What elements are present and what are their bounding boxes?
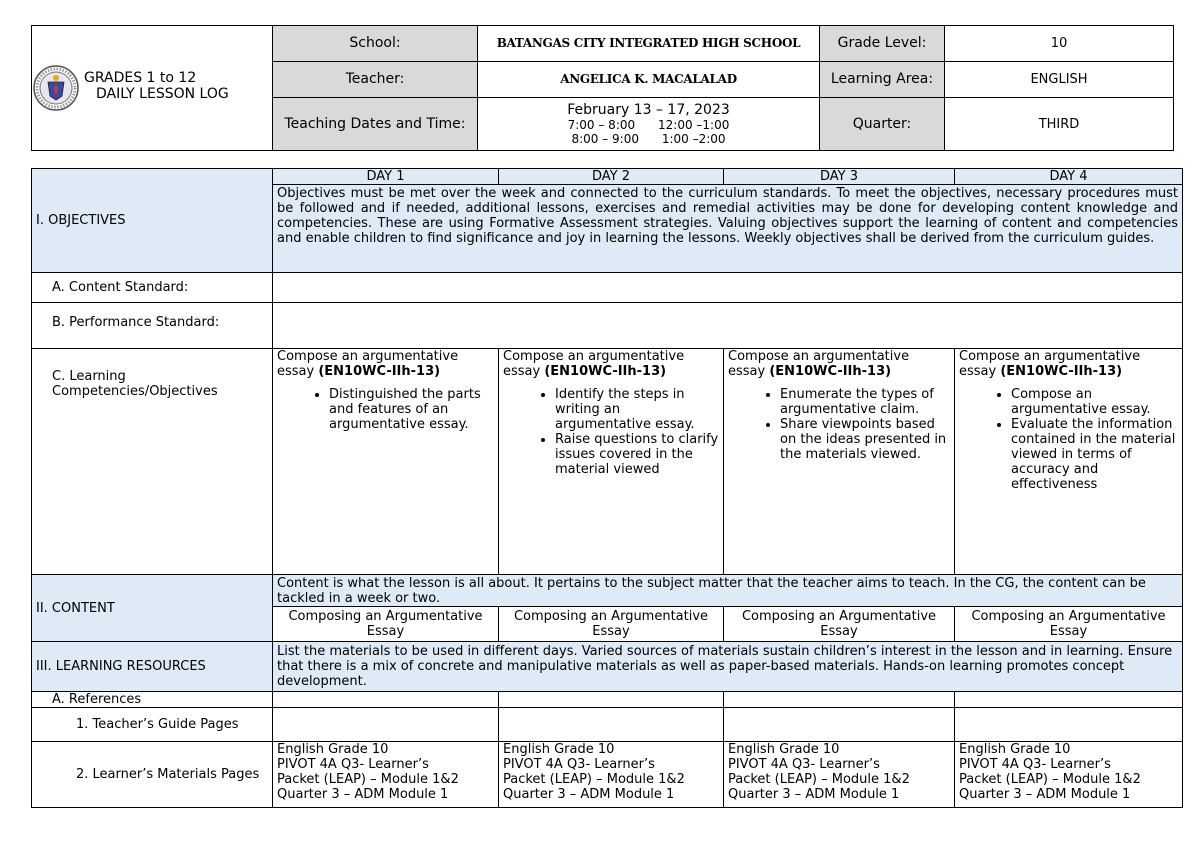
learners-materials-label: 2. Learner’s Materials Pages xyxy=(32,742,273,808)
competency-intro: Compose an argumentative essay xyxy=(728,349,910,379)
lm-line: Quarter 3 – ADM Module 1 xyxy=(277,787,449,802)
learners-materials-day-2 xyxy=(499,742,724,808)
time-slot-2: 8:00 – 9:00 1:00 –2:00 xyxy=(571,132,726,146)
day-3-header: DAY 3 xyxy=(724,169,955,185)
lm-line: English Grade 10 xyxy=(503,742,615,757)
list-item: • Enumerate the types of argumentative claim. xyxy=(780,387,950,417)
day-4-header: DAY 4 xyxy=(955,169,1183,185)
teachers-guide-day-4 xyxy=(955,708,1183,742)
learners-materials-day-4 xyxy=(955,742,1183,808)
list-item: • Evaluate the information contained in the material viewed in terms of accuracy and effectiveness xyxy=(1011,417,1178,492)
grade-level-label: Grade Level: xyxy=(820,26,945,62)
list-item: • Raise questions to clarify issues covered in the material viewed xyxy=(555,432,719,477)
lm-line: Quarter 3 – ADM Module 1 xyxy=(728,787,900,802)
day-2-objectives-list xyxy=(503,387,719,477)
header-title-cell xyxy=(32,26,273,151)
list-item: • Distinguished the parts and features of an argumentative essay. xyxy=(329,387,494,432)
learning-area-value: ENGLISH xyxy=(945,62,1174,98)
lm-line: English Grade 10 xyxy=(277,742,389,757)
lm-line: Packet (LEAP) – Module 1&2 xyxy=(503,772,685,787)
lm-line: Packet (LEAP) – Module 1&2 xyxy=(277,772,459,787)
teaching-dates-label: Teaching Dates and Time: xyxy=(273,98,478,151)
lm-line: PIVOT 4A Q3- Learner’s xyxy=(959,757,1111,772)
references-day-2 xyxy=(499,692,724,708)
list-item: • Share viewpoints based on the ideas presented in the materials viewed. xyxy=(780,417,950,462)
performance-standard-value xyxy=(273,303,1183,349)
day-1-objectives-list xyxy=(277,387,494,432)
content-day-1: Composing an Argumentative Essay xyxy=(273,607,499,642)
teacher-label: Teacher: xyxy=(273,62,478,98)
references-day-1 xyxy=(273,692,499,708)
learning-area-label: Learning Area: xyxy=(820,62,945,98)
lm-line: PIVOT 4A Q3- Learner’s xyxy=(277,757,429,772)
lm-line: English Grade 10 xyxy=(728,742,840,757)
teachers-guide-day-3 xyxy=(724,708,955,742)
competency-day-1 xyxy=(273,349,499,575)
lesson-log-table xyxy=(31,168,1183,808)
content-label: II. CONTENT xyxy=(32,575,273,642)
competency-day-2 xyxy=(499,349,724,575)
lm-line: Packet (LEAP) – Module 1&2 xyxy=(728,772,910,787)
teachers-guide-label: 1. Teacher’s Guide Pages xyxy=(32,708,273,742)
competency-code: (EN10WC-IIh-13) xyxy=(544,364,667,379)
grade-level-value: 10 xyxy=(945,26,1174,62)
quarter-label: Quarter: xyxy=(820,98,945,151)
teacher-value: ANGELICA K. MACALALAD xyxy=(478,62,820,98)
header-table xyxy=(31,25,1174,151)
time-slot-1: 7:00 – 8:00 12:00 –1:00 xyxy=(567,118,730,132)
learners-materials-day-1 xyxy=(273,742,499,808)
references-day-3 xyxy=(724,692,955,708)
lm-line: PIVOT 4A Q3- Learner’s xyxy=(503,757,655,772)
lm-line: Packet (LEAP) – Module 1&2 xyxy=(959,772,1141,787)
teaching-dates-value xyxy=(478,98,820,151)
content-day-4: Composing an Argumentative Essay xyxy=(955,607,1183,642)
list-item: • Compose an argumentative essay. xyxy=(1011,387,1178,417)
lm-line: Quarter 3 – ADM Module 1 xyxy=(503,787,675,802)
competency-day-3 xyxy=(724,349,955,575)
title-line-2: DAILY LESSON LOG xyxy=(96,86,229,102)
teachers-guide-day-2 xyxy=(499,708,724,742)
learning-resources-text: List the materials to be used in different days. Varied sources of materials sustain children’s interest in the lesson and in learning. Ensure that there is a mix of concrete and manipulative materials as well as paper-based materials. Hands-on learning promotes concept development. xyxy=(273,642,1183,692)
references-label: A. References xyxy=(32,692,273,708)
day-2-header: DAY 2 xyxy=(499,169,724,185)
competency-intro: Compose an argumentative essay xyxy=(959,349,1141,379)
competency-code: (EN10WC-IIh-13) xyxy=(318,364,441,379)
objectives-text: Objectives must be met over the week and connected to the curriculum standards. To meet the objectives, necessary procedures must be followed and if needed, additional lessons, exercises and remedial activities may be done for developing content knowledge and competencies. These are using Formative Assessment strategies. Valuing objectives support the learning of content and competencies and enable children to find significance and joy in learning the lessons. Weekly objectives shall be derived from the curriculum guides. xyxy=(273,185,1183,273)
school-label: School: xyxy=(273,26,478,62)
lm-line: Quarter 3 – ADM Module 1 xyxy=(959,787,1131,802)
content-standard-value xyxy=(273,273,1183,303)
objectives-label: I. OBJECTIVES xyxy=(32,169,273,273)
competencies-label xyxy=(32,349,273,575)
content-day-2: Composing an Argumentative Essay xyxy=(499,607,724,642)
day-3-objectives-list xyxy=(728,387,950,462)
lm-line: PIVOT 4A Q3- Learner’s xyxy=(728,757,880,772)
references-day-4 xyxy=(955,692,1183,708)
content-text: Content is what the lesson is all about. It pertains to the subject matter that the teacher aims to teach. In the CG, the content can be tackled in a week or two. xyxy=(273,575,1183,607)
title-line-1: GRADES 1 to 12 xyxy=(84,70,197,86)
learners-materials-day-3 xyxy=(724,742,955,808)
dates-range: February 13 – 17, 2023 xyxy=(567,102,730,118)
competency-code: (EN10WC-IIh-13) xyxy=(1000,364,1123,379)
learning-resources-label: III. LEARNING RESOURCES xyxy=(32,642,273,692)
deped-seal-icon xyxy=(32,64,80,112)
teachers-guide-day-1 xyxy=(273,708,499,742)
competency-intro: Compose an argumentative essay xyxy=(277,349,459,379)
performance-standard-label: B. Performance Standard: xyxy=(32,303,273,349)
list-item: • Identify the steps in writing an argumentative essay. xyxy=(555,387,719,432)
lm-line: English Grade 10 xyxy=(959,742,1071,757)
competency-day-4 xyxy=(955,349,1183,575)
competencies-label-text: C. Learning Competencies/Objectives xyxy=(52,369,218,399)
school-value: BATANGAS CITY INTEGRATED HIGH SCHOOL xyxy=(478,26,820,62)
competency-intro: Compose an argumentative essay xyxy=(503,349,685,379)
content-standard-label: A. Content Standard: xyxy=(32,273,273,303)
quarter-value: THIRD xyxy=(945,98,1174,151)
day-4-objectives-list xyxy=(959,387,1178,492)
competency-code: (EN10WC-IIh-13) xyxy=(769,364,892,379)
content-day-3: Composing an Argumentative Essay xyxy=(724,607,955,642)
day-1-header: DAY 1 xyxy=(273,169,499,185)
